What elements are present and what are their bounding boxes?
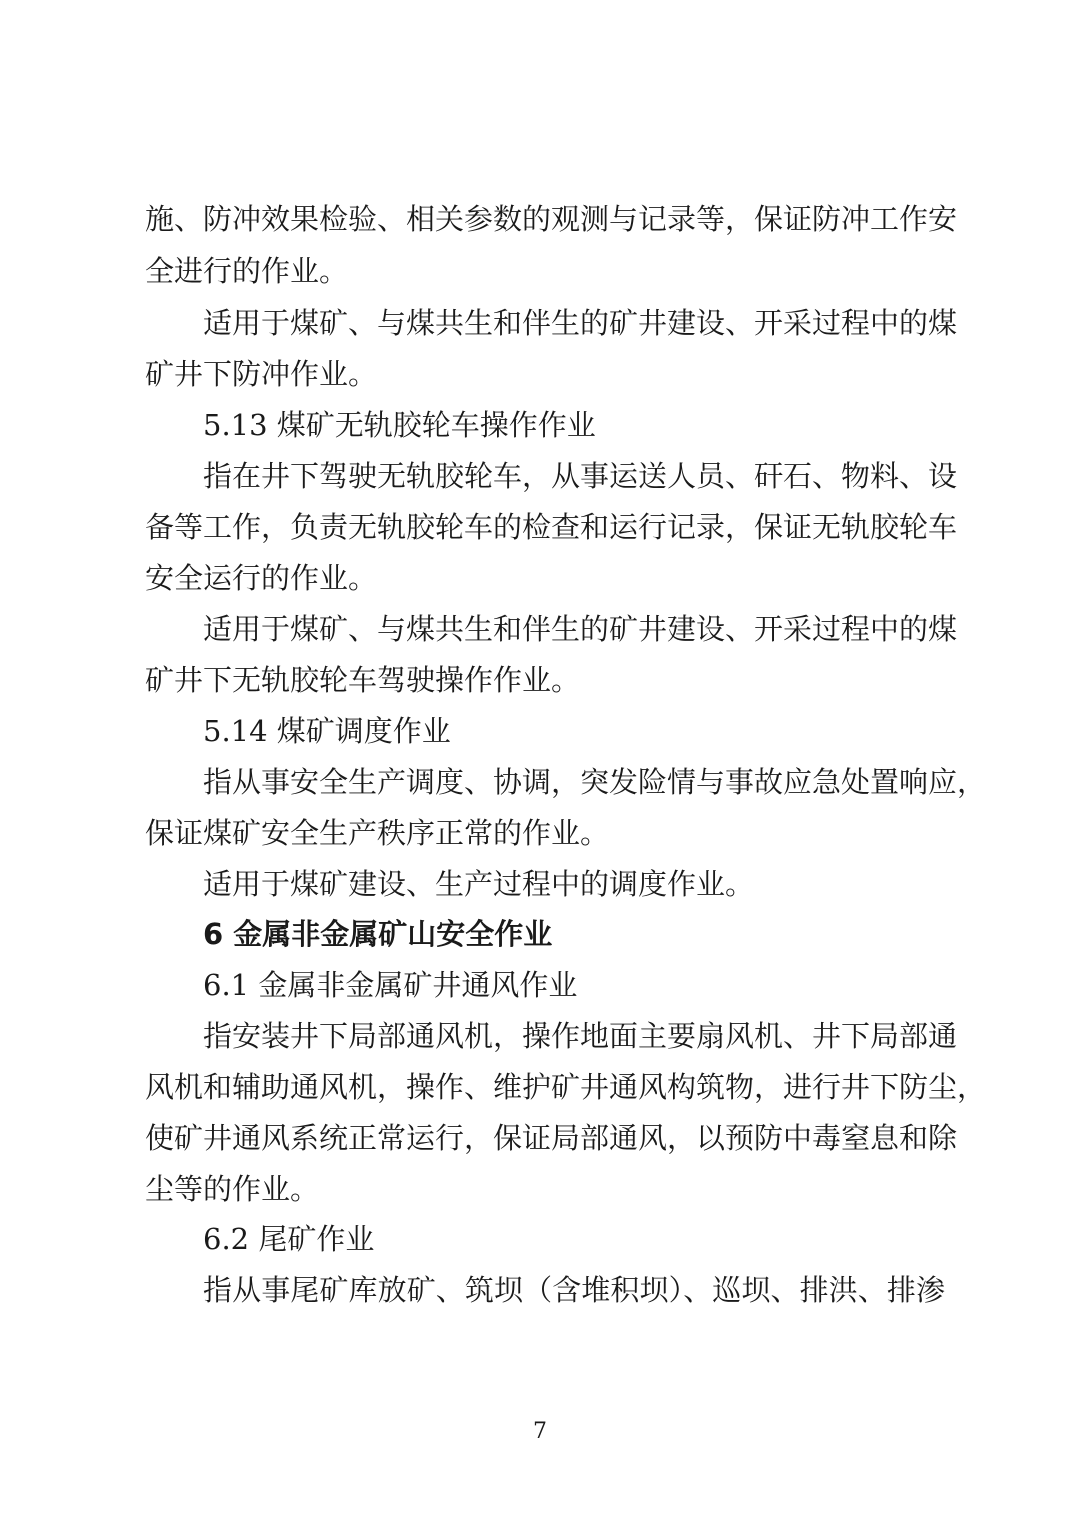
- paragraph-line: 适用于煤矿、与煤共生和伴生的矿井建设、开采过程中的煤: [203, 612, 958, 646]
- paragraph-line: 备等工作，负责无轨胶轮车的检查和运行记录，保证无轨胶轮车: [145, 510, 958, 544]
- paragraph-line: 指安装井下局部通风机，操作地面主要扇风机、井下局部通: [203, 1019, 958, 1053]
- paragraph-line: 矿井下无轨胶轮车驾驶操作作业。: [145, 663, 581, 697]
- paragraph-line: 指从事安全生产调度、协调，突发险情与事故应急处置响应，: [203, 765, 987, 799]
- paragraph-line: 矿井下防冲作业。: [145, 357, 378, 391]
- chapter-heading-6: 6 金属非金属矿山安全作业: [203, 917, 553, 951]
- paragraph-line: 保证煤矿安全生产秩序正常的作业。: [145, 816, 610, 850]
- paragraph-line: 全进行的作业。: [145, 254, 349, 288]
- page-number: 7: [533, 1419, 547, 1444]
- paragraph-line: 指从事尾矿库放矿、筑坝（含堆积坝）、巡坝、排洪、排渗: [203, 1273, 945, 1307]
- section-heading-5-14: 5.14 煤矿调度作业: [203, 714, 451, 748]
- section-heading-6-2: 6.2 尾矿作业: [203, 1222, 375, 1256]
- section-heading-5-13: 5.13 煤矿无轨胶轮车操作作业: [203, 408, 596, 442]
- paragraph-line: 安全运行的作业。: [145, 561, 378, 595]
- paragraph-line: 施、防冲效果检验、相关参数的观测与记录等，保证防冲工作安: [145, 202, 958, 236]
- paragraph-line: 尘等的作业。: [145, 1172, 320, 1206]
- paragraph-line: 适用于煤矿建设、生产过程中的调度作业。: [203, 867, 755, 901]
- section-heading-6-1: 6.1 金属非金属矿井通风作业: [203, 968, 578, 1002]
- paragraph-line: 适用于煤矿、与煤共生和伴生的矿井建设、开采过程中的煤: [203, 306, 958, 340]
- paragraph-line: 使矿井通风系统正常运行，保证局部通风，以预防中毒窒息和除: [145, 1121, 958, 1155]
- paragraph-line: 指在井下驾驶无轨胶轮车，从事运送人员、矸石、物料、设: [203, 459, 958, 493]
- paragraph-line: 风机和辅助通风机，操作、维护矿井通风构筑物，进行井下防尘，: [145, 1070, 987, 1104]
